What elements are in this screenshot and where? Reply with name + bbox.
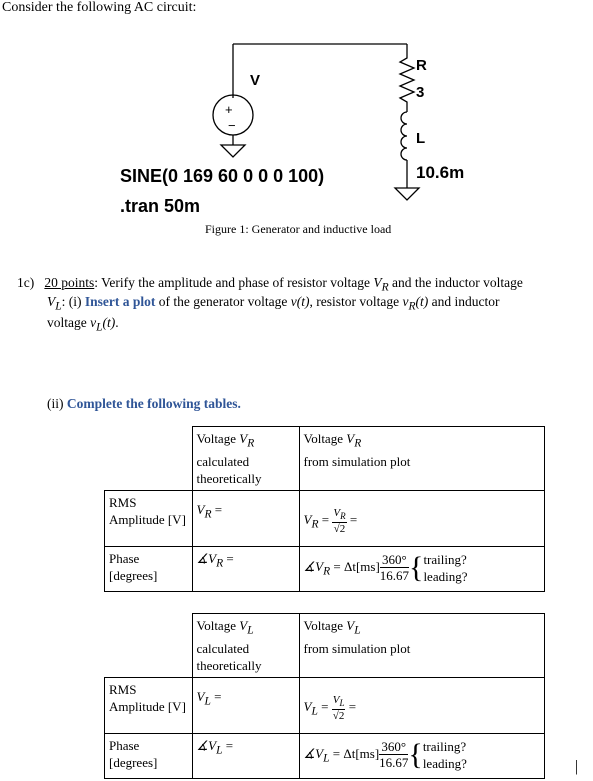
circuit-diagram — [0, 0, 593, 260]
table-r-phase-theory[interactable]: $∡V_R$ = — [192, 546, 299, 591]
table-l-phase-theory[interactable]: $∡V_L$ = — [192, 733, 299, 778]
question-text-a: : Verify the amplitude and phase of resistor voltage — [94, 275, 374, 290]
figure-caption: Figure 1: Generator and inductive load — [205, 222, 392, 236]
table-r-header-sim: Voltage $V_R$ from simulation plot — [299, 427, 545, 491]
table-l-phase-sim[interactable]: $∡V_L = \Delta t[ms]$ $\frac{360^\circ}{16.67}$ { trailing? leading? — [299, 733, 545, 778]
table-r-phase-sim[interactable]: $∡V_R = \Delta t[ms]$ $\frac{360^\circ}{16.67}$ { trailing? leading? — [299, 546, 545, 591]
table-r-header-theory: Voltage $V_R$ calculated theoretically — [192, 427, 299, 491]
question-text-b: and the inductor voltage — [388, 275, 523, 290]
symbol-vr: V — [373, 275, 382, 290]
question-number: 1c) — [17, 275, 35, 290]
inductor-icon — [401, 112, 407, 160]
inductor-value: 10.6m — [416, 163, 465, 182]
resistor-icon — [400, 54, 414, 112]
source-plus: + — [225, 102, 233, 117]
table-l-header-sim: Voltage $V_L$ from simulation plot — [299, 614, 545, 678]
table-inductor — [104, 613, 545, 779]
question-line-1: 1c) 20 points: Verify the amplitude and phase of resistor voltage $V_R$ and the inductor voltage — [17, 275, 523, 294]
table-l-rms-theory[interactable]: $V_L$ = — [192, 677, 299, 733]
text-cursor: | — [575, 758, 579, 775]
sine-directive: SINE(0 169 60 0 0 0 100) — [120, 166, 325, 186]
table-r-rms-sim[interactable]: $V_R$ = $\frac{V_R}{√2}$ = — [299, 490, 545, 546]
inductor-label: L — [416, 130, 426, 147]
resistor-value: 3 — [416, 84, 425, 101]
table-l-header-theory: Voltage $V_L$ calculated theoretically — [192, 614, 299, 678]
table-resistor — [104, 426, 545, 592]
source-label: V — [250, 72, 261, 89]
table-l-phase-label: Phase [degrees] — [105, 733, 193, 778]
part-ii-heading: (ii) Complete the following tables. — [47, 396, 241, 411]
table-l-rms-sim[interactable]: $V_L$ = $\frac{V_L}{√2}$ = — [299, 677, 545, 733]
tran-directive: .tran 50m — [120, 196, 201, 216]
question-points: 20 points — [44, 275, 95, 290]
resistor-label: R — [416, 57, 427, 74]
source-ground-icon — [221, 145, 245, 157]
source-minus: − — [228, 118, 236, 133]
insert-plot-text: Insert a plot — [84, 294, 156, 309]
load-ground-icon — [395, 188, 419, 200]
table-r-rms-label: RMS Amplitude [V] — [105, 490, 193, 546]
table-l-rms-label: RMS Amplitude [V] — [105, 677, 193, 733]
table-r-phase-label: Phase [degrees] — [105, 546, 193, 591]
question-line-2: $V_L$: (i) Insert a plot of the generator voltage v(t), resistor voltage $v_R(t)$ and inductor — [47, 294, 500, 313]
table-r-rms-theory[interactable]: $V_R$ = — [192, 490, 299, 546]
question-line-3: voltage $v_L(t)$. — [47, 315, 119, 334]
intro-text: Consider the following AC circuit: — [2, 0, 197, 15]
